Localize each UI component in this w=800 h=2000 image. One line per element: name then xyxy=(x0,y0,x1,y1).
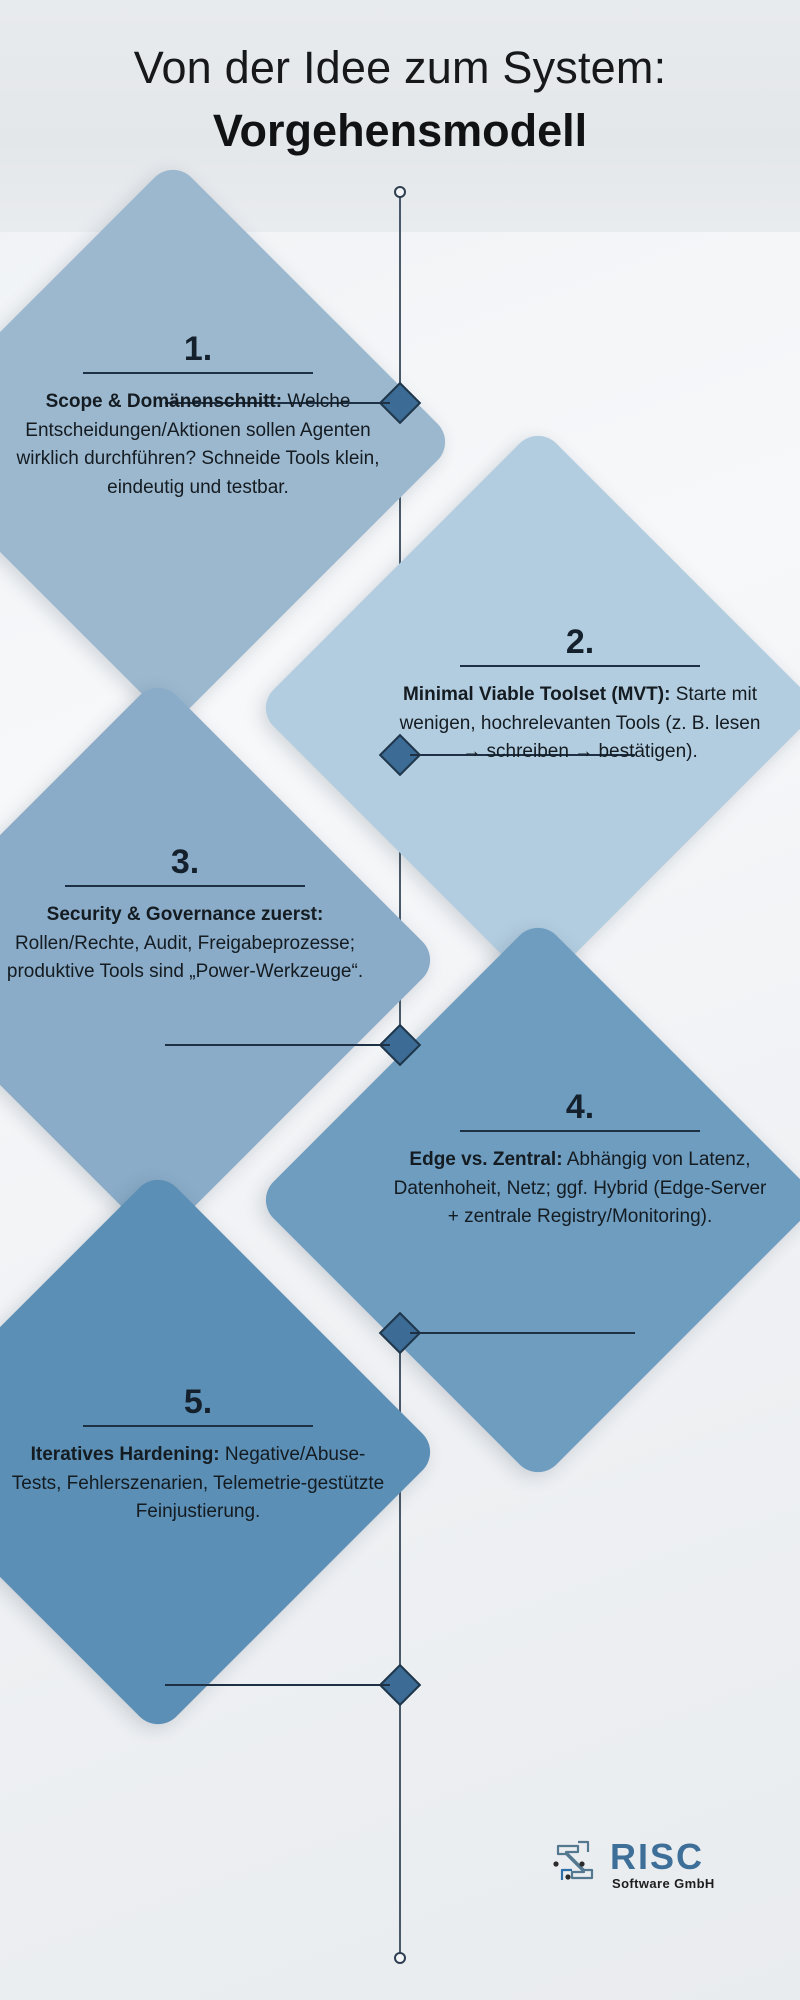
step-description-3: Rollen/Rechte, Audit, Freigabeprozesse; produktive Tools sind „Power-Werkzeuge“. xyxy=(6,932,364,982)
step-number-5: 5. xyxy=(183,1383,213,1421)
connector-4 xyxy=(410,1332,635,1334)
page-title-line2: Vorgehensmodell xyxy=(212,104,588,156)
step-number-4: 4. xyxy=(565,1088,595,1126)
step-description-4: Abhängig von Latenz, Datenhoheit, Netz; ggf. Hybrid (Edge-Server + zentrale Registry/Monitoring). xyxy=(393,1149,767,1227)
step-block-2 xyxy=(390,625,770,767)
step-number-3: 3. xyxy=(170,843,200,881)
step-block-4 xyxy=(390,1090,770,1232)
step-rule-1 xyxy=(83,372,313,374)
connector-5 xyxy=(165,1684,390,1686)
step-text-3 xyxy=(0,901,375,987)
step-text-4 xyxy=(390,1146,770,1232)
step-heading-2: Minimal Viable Toolset (MVT): xyxy=(402,684,671,705)
logo xyxy=(548,1832,758,1902)
connector-3 xyxy=(165,1044,390,1046)
step-number-2: 2. xyxy=(565,623,595,661)
step-rule-4 xyxy=(460,1130,700,1132)
step-number-1: 1. xyxy=(183,330,213,368)
step-block-1 xyxy=(8,332,388,502)
step-rule-2 xyxy=(460,665,700,667)
step-text-2 xyxy=(390,681,770,767)
page-title-line1: Von der Idee zum System: xyxy=(133,42,667,93)
step-rule-3 xyxy=(65,885,305,887)
step-description-5: Negative/Abuse-Tests, Fehlerszenarien, Telemetrie-gestützte Feinjustierung. xyxy=(11,1444,385,1522)
timeline-end-dot xyxy=(394,1952,406,1964)
step-text-5 xyxy=(8,1441,388,1527)
step-rule-5 xyxy=(83,1425,313,1427)
logo-text: RISC xyxy=(610,1836,705,1877)
timeline-start-dot xyxy=(394,186,406,198)
risc-arrows-logo-icon xyxy=(548,1834,604,1890)
logo-subtitle: Software GmbH xyxy=(612,1876,715,1891)
step-heading-5: Iteratives Hardening: xyxy=(30,1444,220,1465)
step-block-3 xyxy=(0,845,375,987)
step-text-1 xyxy=(8,388,388,502)
step-heading-4: Edge vs. Zentral: xyxy=(409,1149,563,1170)
step-block-5 xyxy=(8,1385,388,1527)
step-heading-1: Scope & Domänenschnitt: xyxy=(45,391,283,412)
step-description-1: Welche Entscheidungen/Aktionen sollen Agenten wirklich durchführen? Schneide Tools klein, eindeutig und testbar. xyxy=(16,391,380,498)
step-heading-3: Security & Governance zuerst: xyxy=(46,904,324,925)
step-description-2: Starte mit wenigen, hochrelevanten Tools (z. B. lesen → schreiben → bestätigen). xyxy=(399,684,761,762)
